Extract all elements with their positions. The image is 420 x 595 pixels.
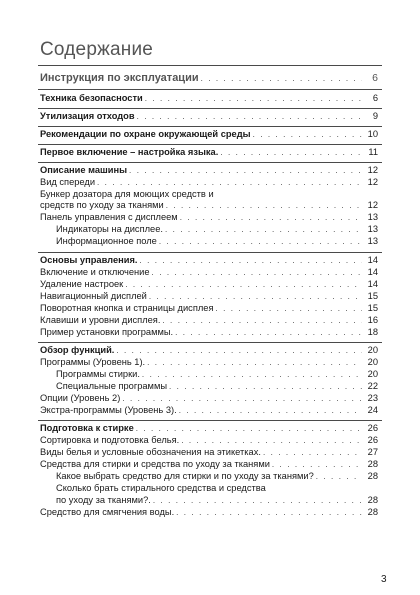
leader-dots	[165, 224, 362, 235]
leader-dots	[179, 405, 362, 416]
toc-entry-title: Удаление настроек	[40, 279, 124, 289]
toc-entry-title: Сортировка и подготовка белья.	[40, 435, 180, 445]
divider	[38, 162, 382, 163]
toc-entry	[40, 459, 378, 470]
toc-entry-main	[40, 73, 378, 84]
toc-entry-title: Первое включение – настройка языка.	[40, 147, 219, 157]
toc-entry	[56, 495, 378, 506]
toc-entry-page: 20	[367, 369, 378, 379]
divider	[38, 126, 382, 127]
leader-dots	[137, 111, 362, 122]
toc-entry-page: 24	[367, 405, 378, 415]
toc-entry-title: Средства для стирки и средства по уходу за тканями	[40, 459, 270, 469]
divider	[38, 420, 382, 421]
toc-entry-title: Средство для смягчения воды.	[40, 507, 175, 517]
leader-dots	[316, 471, 362, 482]
leader-dots	[97, 177, 362, 188]
toc-entry	[40, 129, 378, 140]
toc-entry-page: 28	[367, 507, 378, 517]
toc-entry-title: Рекомендации по охране окружающей среды	[40, 129, 251, 139]
toc-entry-page: 12	[367, 200, 378, 210]
toc-entry	[40, 255, 378, 266]
toc-entry-title: Навигационный дисплей	[40, 291, 147, 301]
toc-entry-title: Какое выбрать средство для стирки и по уходу за тканями?	[56, 471, 314, 481]
leader-dots	[215, 303, 362, 314]
toc-entry	[40, 303, 378, 314]
divider	[38, 342, 382, 343]
leader-dots	[220, 147, 362, 158]
divider	[38, 89, 382, 90]
toc-entry-title: по уходу за тканями?.	[56, 495, 151, 505]
leader-dots	[116, 345, 362, 356]
toc-entry	[40, 327, 378, 338]
toc-entry	[40, 189, 378, 200]
toc-entry	[56, 369, 378, 380]
toc-entry-page: 12	[367, 177, 378, 187]
toc-entry-title: Виды белья и условные обозначения на этикетках.	[40, 447, 261, 457]
toc-entry-page: 6	[372, 72, 378, 84]
toc-entry	[40, 267, 378, 278]
leader-dots	[180, 212, 362, 223]
toc-entry-title: Программы стирки.	[56, 369, 140, 379]
toc-entry-page: 28	[367, 471, 378, 481]
toc-entry-title: Информационное поле	[56, 236, 157, 246]
toc-entry	[40, 315, 378, 326]
toc-entry-title: Экстра-программы (Уровень 3).	[40, 405, 177, 415]
toc-entry	[56, 236, 378, 247]
leader-dots	[147, 357, 362, 368]
toc-entry-title: Инструкция по эксплуатации	[40, 72, 199, 84]
toc-entry-page: 12	[367, 165, 378, 175]
toc-entry-page: 9	[372, 111, 378, 121]
toc-entry-title: Вид спереди	[40, 177, 96, 187]
leader-dots	[175, 327, 362, 338]
toc-entry-page: 26	[367, 435, 378, 445]
toc-entry-page: 16	[367, 315, 378, 325]
leader-dots	[125, 279, 362, 290]
toc-entry-title: Специальные программы	[56, 381, 168, 391]
toc-entry	[40, 93, 378, 104]
leader-dots	[176, 507, 362, 518]
toc-entry-title: Поворотная кнопка и страницы дисплея	[40, 303, 214, 313]
leader-dots	[152, 267, 362, 278]
toc-entry-title: Панель управления с дисплеем	[40, 212, 178, 222]
toc-entry-title: Программы (Уровень 1).	[40, 357, 146, 367]
page-title: Содержание	[40, 39, 154, 60]
toc-entry	[40, 111, 378, 122]
toc-entry-page: 11	[368, 147, 378, 157]
toc-entry-page: 13	[367, 224, 378, 234]
leader-dots	[159, 236, 362, 247]
leader-dots	[162, 315, 362, 326]
divider	[38, 65, 382, 66]
page-number: 3	[381, 574, 387, 585]
toc-entry-title: Индикаторы на дисплее.	[56, 224, 163, 234]
toc-entry	[40, 435, 378, 446]
toc-entry-title: Включение и отключение	[40, 267, 150, 277]
toc-entry-page: 26	[367, 423, 378, 433]
toc-entry-page: 23	[367, 393, 378, 403]
toc-entry-title: Описание машины	[40, 165, 128, 175]
toc-entry-title: Опции (Уровень 2)	[40, 393, 121, 403]
toc-entry	[40, 200, 378, 211]
toc-entry	[40, 357, 378, 368]
leader-dots	[169, 381, 362, 392]
toc-entry	[40, 345, 378, 356]
toc-entry	[56, 224, 378, 235]
leader-dots	[149, 291, 362, 302]
leader-dots	[253, 129, 362, 140]
toc-entry-title: средств по уходу за тканями	[40, 200, 164, 210]
toc-entry-title: Сколько брать стирального средства и средства	[56, 483, 266, 493]
divider	[38, 252, 382, 253]
leader-dots	[142, 369, 362, 380]
toc-entry-page: 14	[367, 267, 378, 277]
toc-entry-title: Бункер дозатора для моющих средств и	[40, 189, 214, 199]
toc-entry	[40, 165, 378, 176]
toc-entry	[40, 423, 378, 434]
toc-entry	[40, 393, 378, 404]
toc-entry-page: 27	[367, 447, 378, 457]
leader-dots	[263, 447, 362, 458]
divider	[38, 144, 382, 145]
toc-entry-title: Обзор функций.	[40, 345, 115, 355]
toc-entry	[40, 405, 378, 416]
toc-entry	[40, 447, 378, 458]
leader-dots	[139, 255, 362, 266]
divider	[38, 108, 382, 109]
toc-entry-page: 14	[367, 255, 378, 265]
toc-entry	[56, 483, 378, 494]
toc-entry-title: Пример установки программы.	[40, 327, 174, 337]
toc-entry-page: 13	[367, 212, 378, 222]
leader-dots	[136, 423, 362, 434]
toc-entry-page: 22	[367, 381, 378, 391]
toc-entry-page: 15	[367, 291, 378, 301]
toc-entry-page: 13	[367, 236, 378, 246]
toc-entry-page: 28	[367, 459, 378, 469]
leader-dots	[272, 459, 362, 470]
leader-dots	[201, 73, 362, 84]
toc-entry-page: 14	[367, 279, 378, 289]
toc-entry-title: Клавиши и уровни дисплея.	[40, 315, 161, 325]
toc-entry-title: Основы управления.	[40, 255, 138, 265]
leader-dots	[181, 435, 362, 446]
toc-entry-title: Подготовка к стирке	[40, 423, 134, 433]
toc-entry-page: 10	[367, 129, 378, 139]
toc-entry	[56, 471, 378, 482]
leader-dots	[129, 165, 362, 176]
toc-entry-title: Утилизация отходов	[40, 111, 135, 121]
leader-dots	[153, 495, 362, 506]
toc-entry-page: 6	[372, 93, 378, 103]
toc-entry-page: 20	[367, 357, 378, 367]
leader-dots	[122, 393, 362, 404]
toc-entry-page: 18	[367, 327, 378, 337]
toc-entry	[40, 291, 378, 302]
toc-entry-title: Техника безопасности	[40, 93, 143, 103]
leader-dots	[145, 93, 362, 104]
toc-entry	[40, 212, 378, 223]
toc-entry	[40, 279, 378, 290]
toc-entry-page: 15	[367, 303, 378, 313]
toc-entry-page: 28	[367, 495, 378, 505]
leader-dots	[166, 200, 362, 211]
toc-entry-page: 20	[367, 345, 378, 355]
toc-entry	[40, 507, 378, 518]
toc-entry	[56, 381, 378, 392]
toc-entry	[40, 177, 378, 188]
toc-entry	[40, 147, 378, 158]
